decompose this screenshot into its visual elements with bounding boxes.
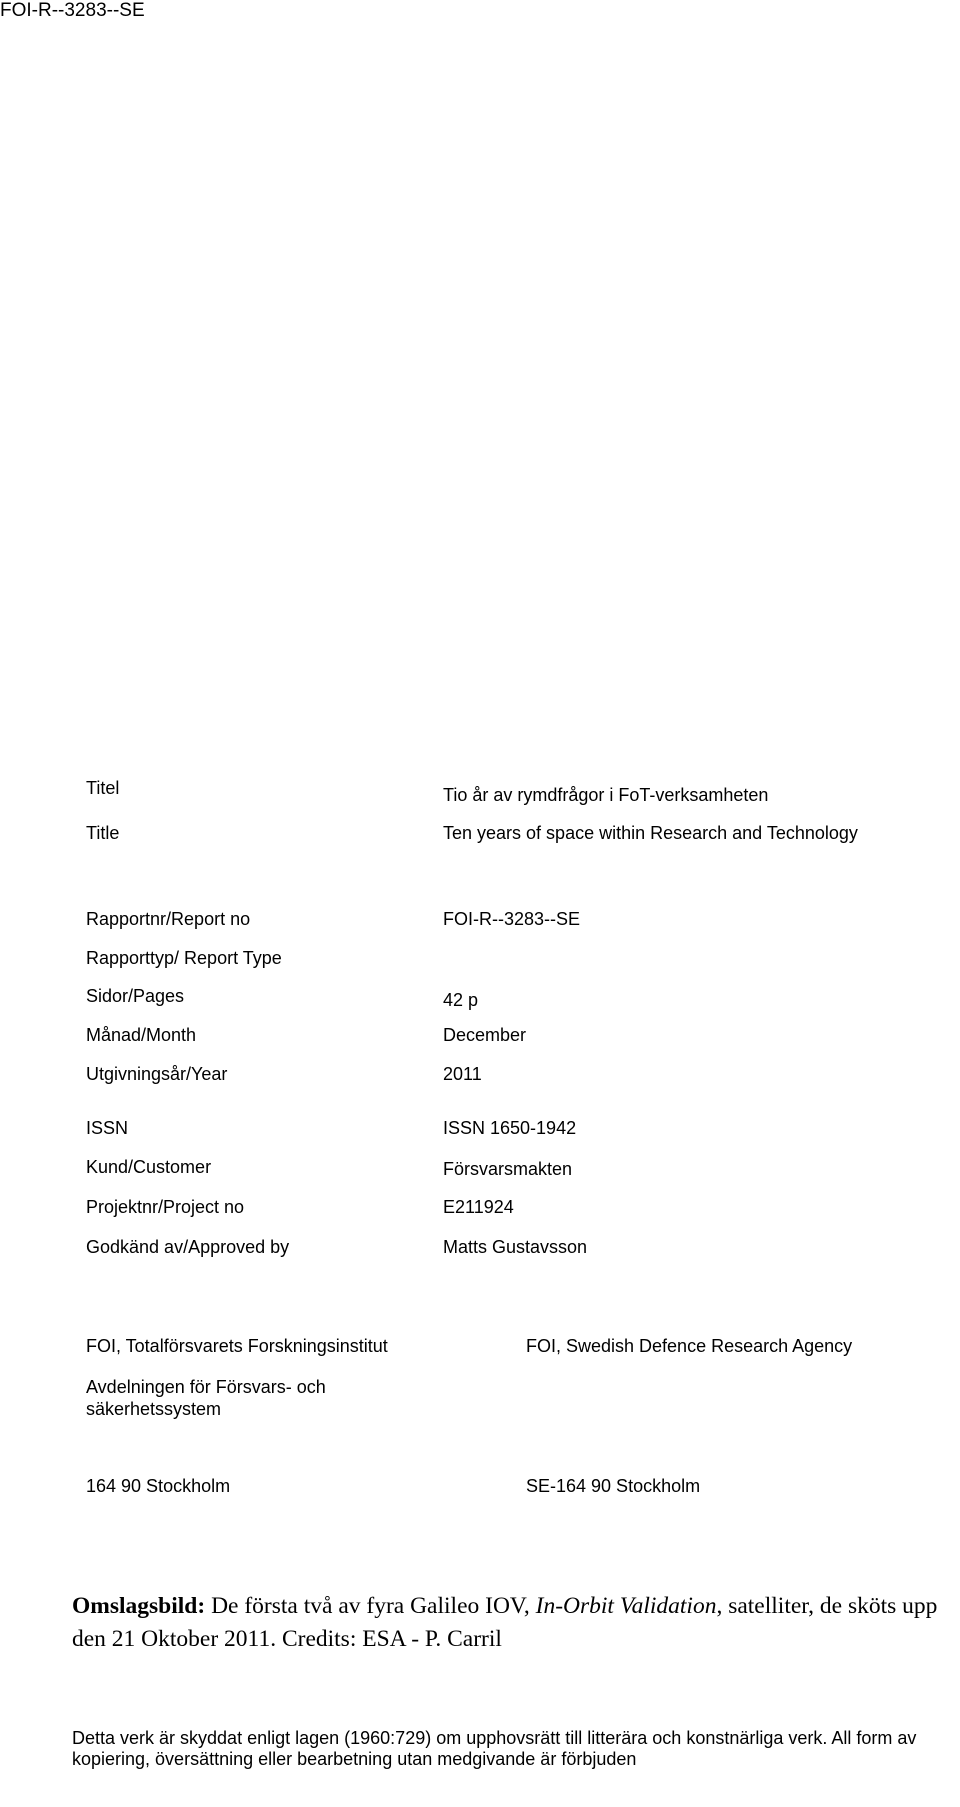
cover-caption-label: Omslagsbild: xyxy=(72,1593,206,1619)
field-label-project-no: Projektnr/Project no xyxy=(86,1197,245,1217)
field-label-report-no: Rapportnr/Report no xyxy=(86,909,251,929)
cover-caption-text-after: , satelliter, de sköts upp den 21 Oktober 2011. Credits: ESA - P. Carril xyxy=(72,1593,938,1652)
field-label-approved-by: Godkänd av/Approved by xyxy=(86,1237,290,1257)
cover-caption-text-before: De första två av fyra Galileo IOV, xyxy=(205,1593,536,1619)
field-label-pages: Sidor/Pages xyxy=(86,986,185,1006)
title-label-sv: Titel xyxy=(86,778,120,798)
field-value-month: December xyxy=(443,1025,527,1045)
field-value-customer: Försvarsmakten xyxy=(443,1159,573,1179)
cover-caption-italic: In-Orbit Validation xyxy=(535,1593,717,1619)
title-value-sv: Tio år av rymdfrågor i FoT-verksamheten xyxy=(443,785,769,805)
org-address-en: SE-164 90 Stockholm xyxy=(526,1476,701,1496)
field-value-issn: ISSN 1650-1942 xyxy=(443,1118,577,1138)
cover-caption xyxy=(72,1590,960,1656)
field-label-customer: Kund/Customer xyxy=(86,1157,212,1177)
field-value-pages: 42 p xyxy=(443,990,479,1010)
field-label-year: Utgivningsår/Year xyxy=(86,1064,228,1084)
title-label-en: Title xyxy=(86,823,120,843)
org-division-sv: Avdelningen för Försvars- och säkerhetssystem xyxy=(86,1377,326,1419)
field-label-issn: ISSN xyxy=(86,1118,129,1138)
legal-notice: Detta verk är skyddat enligt lagen (1960:729) om upphovsrätt till litterära och konstnärliga verk. All form av kopiering, översättning eller bearbetning utan medgivande är förbjuden xyxy=(72,1728,917,1769)
field-label-month: Månad/Month xyxy=(86,1025,197,1045)
field-value-approved-by: Matts Gustavsson xyxy=(443,1237,588,1257)
field-label-report-type: Rapporttyp/ Report Type xyxy=(86,948,282,968)
field-value-year: 2011 xyxy=(443,1064,482,1084)
org-address-sv: 164 90 Stockholm xyxy=(86,1476,231,1496)
title-value-en: Ten years of space within Research and Technology xyxy=(443,823,858,843)
org-name-en: FOI, Swedish Defence Research Agency xyxy=(526,1336,853,1356)
field-value-report-no: FOI-R--3283--SE xyxy=(443,909,581,929)
report-code-header: FOI-R--3283--SE xyxy=(0,0,145,21)
field-value-project-no: E211924 xyxy=(443,1197,514,1217)
org-name-sv: FOI, Totalförsvarets Forskningsinstitut xyxy=(86,1336,388,1356)
